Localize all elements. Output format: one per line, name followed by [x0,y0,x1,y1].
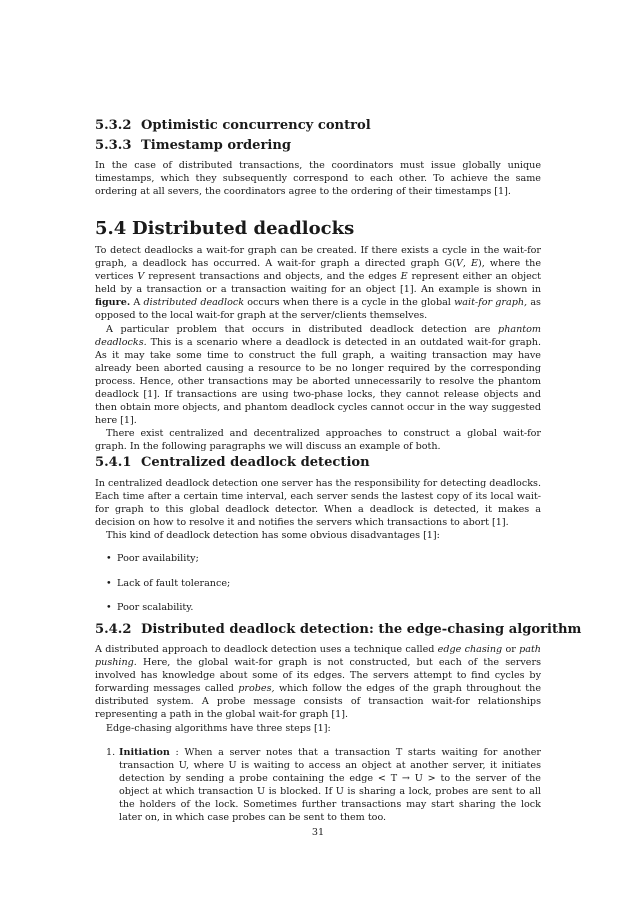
math-variable: V [137,271,145,283]
text-run: represent either an object held by a transaction or a transaction waiting for an object [1]. An example is shown in [95,271,541,296]
text-run: which follow the edges of the graph throughout the distributed system. A probe message consists of transaction wait-for relationships representing a path in the global wait-for graph [1]. [95,683,542,721]
list-item [95,577,541,590]
section-heading-5-4-1 [95,455,370,470]
math-variable: E [400,271,408,283]
figure-reference: figure. [95,297,131,309]
section-5-3-3-body [95,159,541,198]
text-run: represent transactions and objects, and the edges [144,271,401,283]
section-title: Optimistic concurrency control [141,118,371,133]
numbered-list [95,746,541,825]
list-item-text: Poor availability; [117,553,199,565]
math-variable: E [470,258,478,270]
emphasis: phantom deadlocks. [95,323,541,348]
step-text: : When a server notes that a transaction T starts waiting for another transaction U, where U is waiting to access an object at another server, it initiates detection by sending a probe containing the edge < T → U > to the server of the object at which transaction U is blocked. If U is sharing a lock, probes are sent to all the holders of the lock. Sometimes further transactions may start sharing the lock later on, in which case probes can be sent to them too. [119,746,541,824]
paragraph: In centralized deadlock detection one server has the responsibility for detecting deadlocks. Each time after a certain time interval, each server sends the lastest copy of its local wait-for graph to this global deadlock detector. When a deadlock is detected, it makes a decision on how to resolve it and notifies the servers which transactions to abort [1]. [95,478,541,529]
section-5-4-body [95,244,541,454]
bullet-icon: • [106,602,112,614]
paragraph [95,244,541,323]
emphasis: edge chasing [437,644,503,655]
text-run: This is a scenario where a deadlock is detected in an outdated wait-for graph. As it may take some time to construct the full graph, a waiting transaction may have already been aborted causing a resource to be no longer required by the corresponding process. Hence, other transactions may be aborted unnecessarily to resolve the phantom deadlock [1]. If transactions are using two-phase locks, they cannot release objects and then obtain more objects, and phantom deadlock cycles cannot occur in the way suggested here [1]. [95,336,541,427]
section-5-4-1-body [95,477,541,626]
step-label: Initiation [119,746,170,758]
list-item [95,552,541,565]
text-run: A distributed approach to deadlock detection uses a technique called [95,644,438,655]
bullet-icon: • [106,553,112,565]
text-run: A [130,297,144,309]
paragraph [95,643,541,722]
emphasis: distributed deadlock [143,297,245,309]
section-number: 5.4.2 [95,622,132,637]
paragraph [95,323,541,428]
section-heading-5-4 [95,218,354,239]
section-number: 5.3.2 [95,118,132,133]
list-item [95,746,541,825]
bullet-list [95,552,541,614]
paragraph: This kind of deadlock detection has some obvious disadvantages [1]: [106,530,440,542]
section-number: 5.4.1 [95,455,132,470]
paragraph: In the case of distributed transactions, the coordinators must issue globally unique timestamps, which they subsequently correspond to each other. To achieve the same ordering at all severs, the coordinators agree to the ordering of their timestamps [1]. [95,160,541,198]
paragraph: There exist centralized and decentralized approaches to construct a global wait-for graph. In the following paragraphs we will discuss an example of both. [95,428,541,453]
emphasis: probes, [238,683,275,695]
text-run: , [462,258,471,270]
text-run: To detect deadlocks a wait-for graph can be created. If there exists a cycle in the wait-for graph, a deadlock has occurred. A wait-for graph a directed graph G( [95,245,541,270]
list-item-text: Poor scalability. [117,602,194,614]
text-run: ), where the vertices [95,258,541,283]
section-heading-5-4-2 [95,622,581,637]
list-item-text: Lack of fault tolerance; [117,577,231,589]
bullet-icon: • [106,577,112,589]
text-run: or [502,644,520,655]
section-heading-5-3-3 [95,138,291,153]
section-heading-5-3-2 [95,118,371,133]
section-5-4-2-body [95,643,541,824]
section-title: Centralized deadlock detection [141,455,370,470]
section-number: 5.3.3 [95,138,132,153]
paragraph: Edge-chasing algorithms have three steps [1]: [106,722,331,734]
section-title: Distributed deadlocks [132,218,355,239]
text-run: Here, the global wait-for graph is not constructed, but each of the servers involved has knowledge about some of its edges. The servers attempt to find cycles by forwarding messages called [95,657,541,695]
section-number: 5.4 [95,218,127,239]
document-page [95,0,582,900]
section-title: Timestamp ordering [141,138,292,153]
text-run: A particular problem that occurs in distributed deadlock detection are [106,323,499,335]
math-variable: V [455,258,463,270]
list-item [95,601,541,614]
text-run: occurs when there is a cycle in the global [244,297,455,309]
section-title: Distributed deadlock detection: the edge-chasing algorithm [141,622,582,637]
emphasis: path pushing. [95,644,541,669]
text-run: as opposed to the local wait-for graph at the server/clients themselves. [95,297,541,322]
page-number: 31 [311,827,325,838]
list-marker: 1. [106,746,116,758]
emphasis: wait-for graph, [454,297,528,309]
